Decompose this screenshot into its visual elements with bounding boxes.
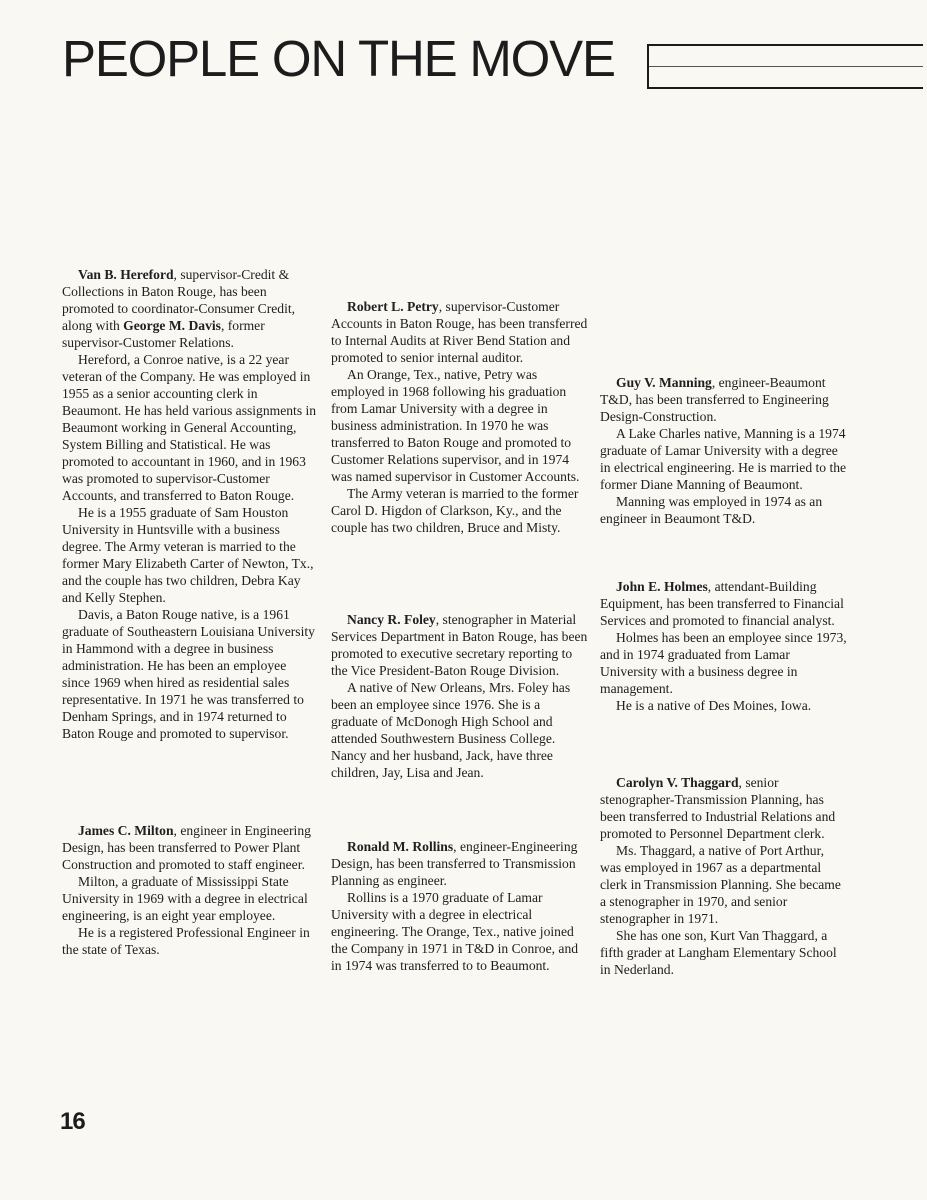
article-paragraph: Hereford, a Conroe native, is a 22 year veteran of the Company. He was employed in 1955 as a senior accounting clerk in Beaumont. He has held various assignments in Beaumont working in General Accounting, System Billing and Statistical. He was promoted to accountant in 1960, and in 1963 was promoted to supervisor-Customer Accounts, and transferred to Baton Rouge. (62, 352, 317, 503)
lead-text: , attendant-Building Equipment, has been transferred to Financial Services and promoted to financial analyst. (600, 579, 844, 628)
person-name: Robert L. Petry (347, 299, 439, 314)
article-paragraph: Davis, a Baton Rouge native, is a 1961 graduate of Southeastern Louisiana University in Hammond with a degree in business administration. He has been an employee since 1969 when hired as residential sales representative. In 1971 he was transferred to Denham Springs, and in 1974 returned to Baton Rouge and promoted to supervisor. (62, 607, 315, 741)
article-paragraph: He is a 1955 graduate of Sam Houston University in Huntsville with a business degree. The Army veteran is married to the former Mary Elizabeth Carter of Newton, Tx., and the couple has two children, Debra Kay and Kelly Stephen. (62, 505, 314, 605)
article-paragraph: He is a registered Professional Engineer in the state of Texas. (62, 925, 310, 957)
article-paragraph: A Lake Charles native, Manning is a 1974 graduate of Lamar University with a degree in electrical engineering. He is married to the former Diane Manning of Beaumont. (600, 426, 847, 492)
person-name: James C. Milton (78, 823, 174, 838)
article-paragraph: Ms. Thaggard, a native of Port Arthur, was employed in 1967 as a departmental clerk in Transmission Planning. She became a stenographer in 1970, and senior stenographer in 1971. (600, 843, 841, 926)
header-rule-line (649, 66, 923, 67)
article-milton (62, 822, 317, 958)
article-paragraph: A native of New Orleans, Mrs. Foley has been an employee since 1976. She is a graduate of McDonogh High School and attended Southwestern Business College. Nancy and her husband, Jack, have three children, Jay, Lisa and Jean. (331, 680, 571, 780)
article-paragraph: Holmes has been an employee since 1973, and in 1974 graduated from Lamar University with a business degree in management. (600, 630, 847, 696)
article-paragraph: Rollins is a 1970 graduate of Lamar University with a degree in electrical engineering. The Orange, Tex., native joined the Company in 1971 in T&D in Conroe, and in 1974 was transferred to to Beaumont. (331, 890, 579, 973)
article-paragraph: An Orange, Tex., native, Petry was employed in 1968 following his graduation from Lamar University with a degree in business administration. In 1970 he was transferred to Baton Rouge and promoted to Customer Relations supervisor, and in 1974 was named supervisor in Customer Accounts. (331, 367, 580, 484)
article-hereford-davis (62, 266, 317, 742)
lead-text: , supervisor-Customer Accounts in Baton Rouge, has been transferred to Internal Audits at River Bend Station and promoted to senior internal auditor. (331, 299, 588, 365)
article-paragraph: Milton, a graduate of Mississippi State University in 1969 with a degree in electrical engineering, is an eight year employee. (62, 874, 308, 923)
lead-text: , engineer in Engineering Design, has been transferred to Power Plant Construction and promoted to staff engineer. (62, 823, 311, 872)
article-lead-paragraph (62, 266, 317, 351)
article-lead-paragraph (331, 298, 588, 366)
person-name: Carolyn V. Thaggard (616, 775, 739, 790)
article-lead-paragraph (62, 822, 317, 873)
person-name: Van B. Hereford (78, 267, 174, 282)
article-paragraph: He is a native of Des Moines, Iowa. (616, 698, 812, 713)
page-number: 16 (60, 1108, 85, 1135)
lead-text: , engineer-Beaumont T&D, has been transferred to Engineering Design-Construction. (600, 375, 829, 424)
lead-text: , former supervisor-Customer Relations. (62, 318, 265, 350)
lead-text: , supervisor-Credit & Collections in Baton Rouge, has been promoted to coordinator-Consumer Credit, along with (62, 267, 296, 333)
lead-text: , senior stenographer-Transmission Planning, has been transferred to Industrial Relations and promoted to Personnel Department clerk. (600, 775, 836, 841)
person-name: Guy V. Manning (616, 375, 712, 390)
article-manning (600, 374, 848, 527)
article-rollins (331, 838, 588, 974)
article-paragraph: She has one son, Kurt Van Thaggard, a fifth grader at Langham Elementary School in Nederland. (600, 928, 837, 977)
article-lead-paragraph (331, 611, 588, 679)
article-paragraph: The Army veteran is married to the former Carol D. Higdon of Clarkson, Ky., and the couple has two children, Bruce and Misty. (331, 486, 579, 535)
article-lead-paragraph (600, 578, 848, 629)
article-lead-paragraph (600, 774, 848, 842)
page-title: PEOPLE ON THE MOVE (62, 30, 615, 87)
article-lead-paragraph (600, 374, 848, 425)
lead-text: , stenographer in Material Services Department in Baton Rouge, has been promoted to executive secretary reporting to the Vice President-Baton Rouge Division. (331, 612, 588, 678)
header-rule-decoration (647, 44, 923, 89)
article-paragraph: Manning was employed in 1974 as an engineer in Beaumont T&D. (600, 494, 823, 526)
person-name: Nancy R. Foley (347, 612, 436, 627)
article-petry (331, 298, 588, 536)
person-name: John E. Holmes (616, 579, 708, 594)
person-name: George M. Davis (123, 318, 221, 333)
article-thaggard (600, 774, 848, 978)
person-name: Ronald M. Rollins (347, 839, 454, 854)
article-lead-paragraph (331, 838, 588, 889)
article-holmes (600, 578, 848, 714)
article-foley (331, 611, 588, 781)
lead-text: , engineer-Engineering Design, has been transferred to Transmission Planning as engineer. (331, 839, 578, 888)
